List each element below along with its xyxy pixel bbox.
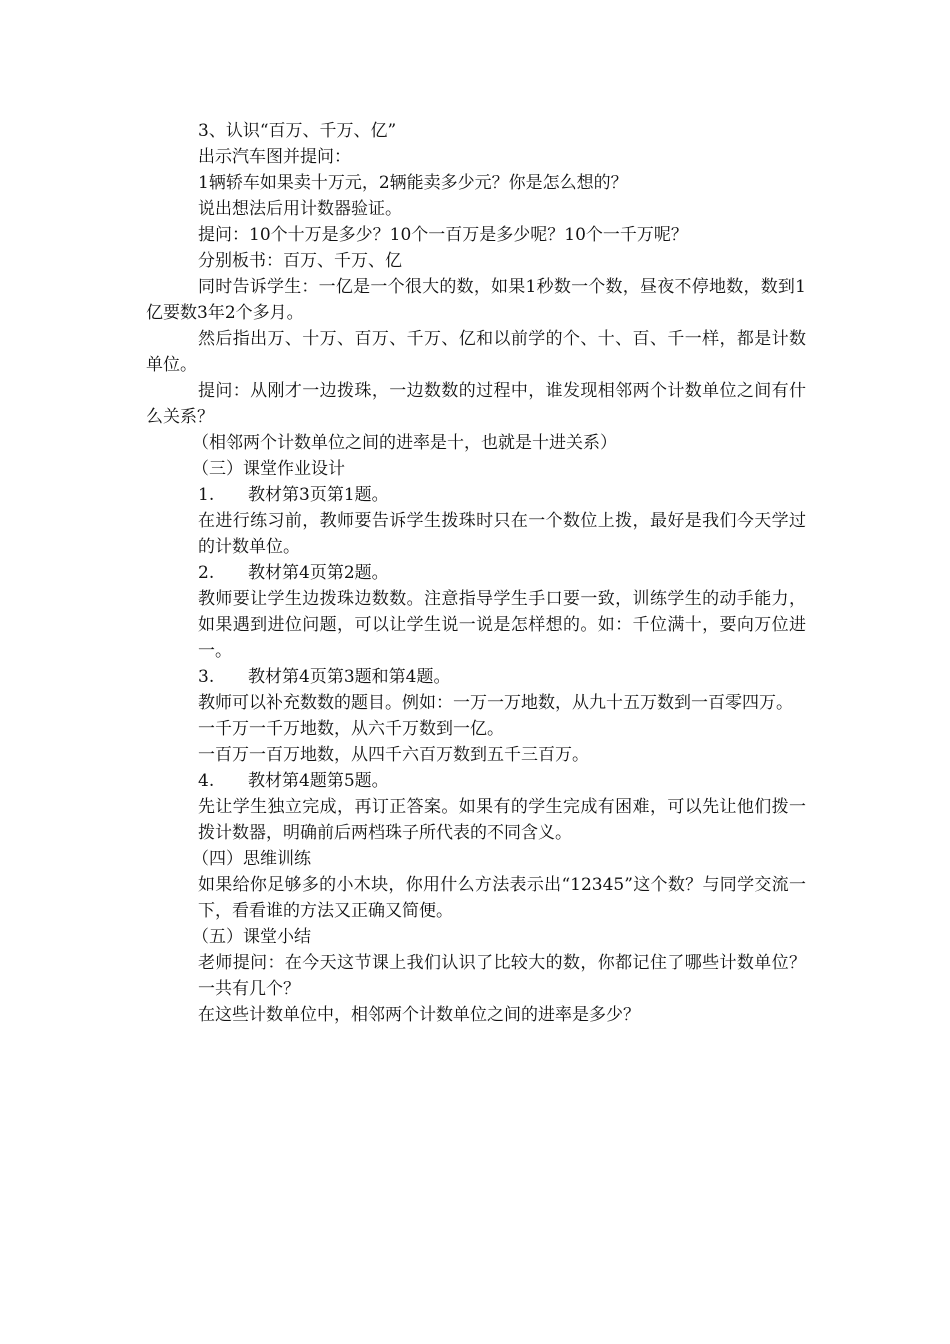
paragraph: 出示汽车图并提问： [198, 147, 351, 167]
paragraph: 在这些计数单位中，相邻两个计数单位之间的进率是多少？ [198, 1005, 640, 1025]
paragraph: 同时告诉学生：一亿是一个很大的数，如果1秒数一个数，昼夜不停地数，数到1亿要数3年2个多月。 [146, 277, 806, 323]
paragraph: 一百万一百万地数，从四千六百万数到五千三百万。 [198, 745, 589, 765]
paragraph: 然后指出万、十万、百万、千万、亿和以前学的个、十、百、千一样，都是计数单位。 [146, 329, 806, 375]
section-heading: （三）课堂作业设计 [192, 459, 345, 479]
list-item [146, 768, 806, 794]
section-heading: （五）课堂小结 [192, 927, 311, 947]
section-heading: （四）思维训练 [192, 849, 311, 869]
list-item-text: 教材第3页第1题。 [248, 485, 389, 505]
list-number: 4. [198, 771, 215, 791]
list-number: 2. [198, 563, 215, 583]
list-item [146, 664, 806, 690]
paragraph: （相邻两个计数单位之间的进率是十，也就是十进关系） [192, 433, 617, 453]
paragraph: 说出想法后用计数器验证。 [198, 199, 402, 219]
list-item-text: 教材第4页第3题和第4题。 [248, 667, 451, 687]
paragraph: 分别板书：百万、千万、亿 [198, 251, 402, 271]
paragraph: 提问：10个十万是多少？10个一百万是多少呢？10个一千万呢？ [198, 225, 688, 245]
document-body [146, 118, 806, 1028]
list-item [146, 482, 806, 508]
paragraph: 教师可以补充数数的题目。例如：一万一万地数，从九十五万数到一百零四万。 [198, 693, 793, 713]
paragraph: 一千万一千万地数，从六千万数到一亿。 [198, 719, 504, 739]
paragraph: 1辆轿车如果卖十万元，2辆能卖多少元？你是怎么想的？ [198, 173, 628, 193]
list-number: 1. [198, 485, 215, 505]
list-item [146, 560, 806, 586]
paragraph: 教师要让学生边拨珠边数数。注意指导学生手口要一致，训练学生的动手能力，如果遇到进位问题，可以让学生说一说是怎样想的。如：千位满十，要向万位进一。 [198, 589, 806, 661]
list-number: 3. [198, 667, 215, 687]
list-item-text: 教材第4页第2题。 [248, 563, 389, 583]
paragraph: 在进行练习前，教师要告诉学生拨珠时只在一个数位上拨，最好是我们今天学过的计数单位。 [198, 511, 806, 557]
paragraph: 先让学生独立完成，再订正答案。如果有的学生完成有困难，可以先让他们拨一拨计数器，明确前后两档珠子所代表的不同含义。 [198, 797, 806, 843]
paragraph: 老师提问：在今天这节课上我们认识了比较大的数，你都记住了哪些计数单位？ 一共有几个？ [198, 953, 806, 999]
section-heading: 3、认识“百万、千万、亿” [198, 121, 397, 141]
paragraph: 如果给你足够多的小木块，你用什么方法表示出“12345”这个数？与同学交流一下，看看谁的方法又正确又简便。 [198, 875, 806, 921]
list-item-text: 教材第4题第5题。 [248, 771, 389, 791]
paragraph: 提问：从刚才一边拨珠，一边数数的过程中，谁发现相邻两个计数单位之间有什么关系？ [146, 381, 806, 427]
